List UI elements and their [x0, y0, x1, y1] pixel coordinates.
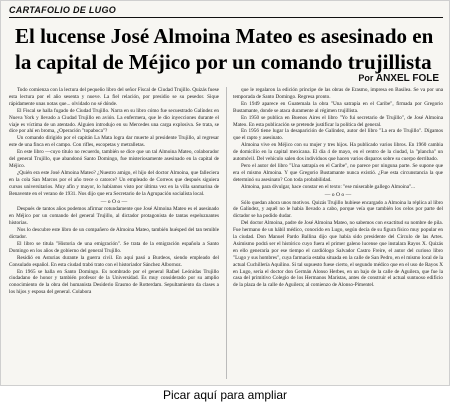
byline	[358, 73, 439, 84]
paragraph: Almoina vive en Méjico con su mujer y tres hijos. Ha publicado varios libros. En 1960 cambia de domicilio en la capital mexicana. El día 4 de mayo, en el centro de la ciudad, la "plancha" un automóvil. Del vehículo salen dos individuos que hacen varios disparos sobre su cuerpo derribado.	[233, 142, 443, 163]
paragraph: Almoina, para divulgar, hace constar en el texto: "ese miserable gallego Almoina"...	[241, 183, 416, 190]
paragraph: En este libro —cuyo título no recuerdo, también se dice que un tal Almoina Mateo, colaborador del general Trujillo, que abandonó Santo Domingo, fue misteriosamente asesinado en la capital de Méjico.	[9, 149, 219, 169]
paragraph: ¿Quién era este José Almoina Mateo? ¿Nuestro amigo, el hijo del doctor Almoina, que falleciera en la cola San Marcos por el año trece o catorce? Un empleado de Correos que después siguiera cursos universitarios. Muy afín y mayor, lo habíamos visto por última vez en la villa sanmarina de Benavente en el verano de 1931. Nos dijo que era Secretario de la Agrupación socialista local.	[9, 169, 219, 197]
headline-line-2: la capital de Méjico por un comando trujillista	[15, 50, 432, 74]
paragraph: Pero el autor del libro "Una satrapía en el Caribe", no parece por ninguna parte. Se supone que era el mismo Almoina. Y que Gregorio Bustamante nunca existió. ¿Fue esta circunstancia la que determinó su asesinato? Con toda probabilidad.	[233, 162, 443, 183]
paragraph: — o O o —	[100, 198, 128, 205]
paragraph: En 1965 se halla en Santo Domingo. Es nombrado por el general Rafael Leónidas Trujillo ciudadano de honor y también profesor de la Universidad. Es muy considerado por su amplio conocimiento de la obra del humanista Desiderio Erasmo de Rotterdam. Sepultamiento da clases a los hijos y esposa del general. Colabora	[9, 268, 219, 296]
byline-prefix: Por	[358, 73, 374, 83]
paragraph: — o O o —	[324, 191, 352, 198]
article-column-left	[9, 87, 219, 383]
paragraph: Nos lo descubre este libro de un compañero de Almoina Mateo, también huésped del tan temible dictador.	[9, 227, 219, 241]
paragraph: Residió en Asturias durante la guerra civil. En aquí pasó a Burdeos, siendo empleado del Consulado español. En esta ciudad trabó trato con el historiador Sánchez Albornoz.	[9, 254, 219, 268]
paragraph: El libro se titula "Historia de una emigración". Se trata de la emigración española a Santo Domingo en los años de gobierno del general Trujillo.	[9, 240, 219, 254]
article-column-right	[233, 87, 443, 383]
section-divider	[9, 17, 443, 18]
paragraph: Un comando dirigido por el capitán La Mata logra dar muerte al presidente Trujillo, al regresar este de una finca en el campo. Con rifles, escopetas y metralletas.	[9, 135, 219, 149]
byline-author: ANXEL FOLE	[375, 73, 439, 84]
paragraph: En 1950 se publica en Buenos Aires el libro "Yo fui secretario de Trujillo", de José Almoina Mateo. En esta publicación se pretende justificar la política del general.	[233, 114, 443, 128]
paragraph: En 1949 aparece en Guatemala la obra "Una satrapía en el Caribe", firmada por Gregorio Bustamante, donde se ataca duramente al régimen trujillista.	[233, 100, 443, 114]
enlarge-caption-link[interactable]: Picar aquí para ampliar	[162, 388, 288, 402]
paragraph: Todo comienza con la lectura del pequeño libro del señor Fiscal de Ciudad Trujillo. Quizás fuese esta lectura por el año sesenta y nueve. La fiel relación, por presidio se su pesedor. Sique rápidamente unas notas que... olvidado no sé dónde.	[9, 87, 219, 107]
paragraph: que le regalaron la edición príncipe de las obras de Erasmo, impresa en Basilea. Se va por una temporada de Santo Domingo. Regresa pronto.	[233, 87, 443, 100]
column-divider	[226, 87, 227, 379]
paragraph: El Fiscal se halla fugado de Ciudad Trujillo. Narra en su libro cómo fue secuestrado Galíndez en Nueva York y llevado a Ciudad Trujillo en avión. La enfermera, que le dio inyecciones durante el viaje es víctima de un atentado. Alguien introdujo en su Mercedes una carga explosiva. Se trata, se dice por ahí en broma, ¿Operación "topaboca"?	[9, 107, 219, 135]
headline-line-1: El lucense José Almoina Mateo es asesinado en	[15, 24, 434, 48]
paragraph: Sólo quedan ahora unos motivos. Quizás Trujillo hubiese encargado a Almoina la réplica al libro de Galíndez, y aquél no le había llevado a cabo, porque veía que también los celos por parte del dictador se ha podido dudar.	[233, 199, 443, 220]
paragraph: En 1956 tiene lugar la desaparición de Galíndez, autor del libro "La era de Trujillo". Dígamos que el rapto y asesinato.	[233, 128, 443, 142]
section-label: CARTAFOLIO DE LUGO	[9, 5, 117, 15]
paragraph: Del doctor Almoina, padre de José Almoina Mateo, no sabemos con exactitud su nombre de pila. Fue hermano de un hábil médico, conocido en Lugo, según decía de su figura físico muy popular en la ciudad. Don Manuel Pardo Ballina dijo que había sido presidente del Círculo de las Artes. Asimismo podrá ser el histórico cuyo fuera el primer galeno lucense que instalara Rayos X. Quizás en ello generaría por ese tiempo el cardiólogo Salvador Castro Freire, el autor del curioso libro "Lugo y sus hombres", cuya farmacia estaba situada en la calle de San Pedro, en el mismo local de la actual Cuchillería Aquilino. Si tal supuesto fuese cierto, el segundo médico que en el uso de Rayos X en Lugo, sería el doctor don Germán Alonso Herbes, en un bajo de la calle de Aguilera, que fue la casa del primitivo Colegio de los Hermanos Maristas, antes de construir el actual suntuoso edificio de la plaza de la calle de Aguilera; al comienzo de Alonso-Pimentel.	[233, 220, 443, 289]
paragraph: Después de tantos años podemos afirmar rotundamente que José Almoina Mateo es el asesinado en Méjico por un comando del general Trujillo, al dictador protagonista de tantas espeluznantes historias.	[9, 206, 219, 227]
